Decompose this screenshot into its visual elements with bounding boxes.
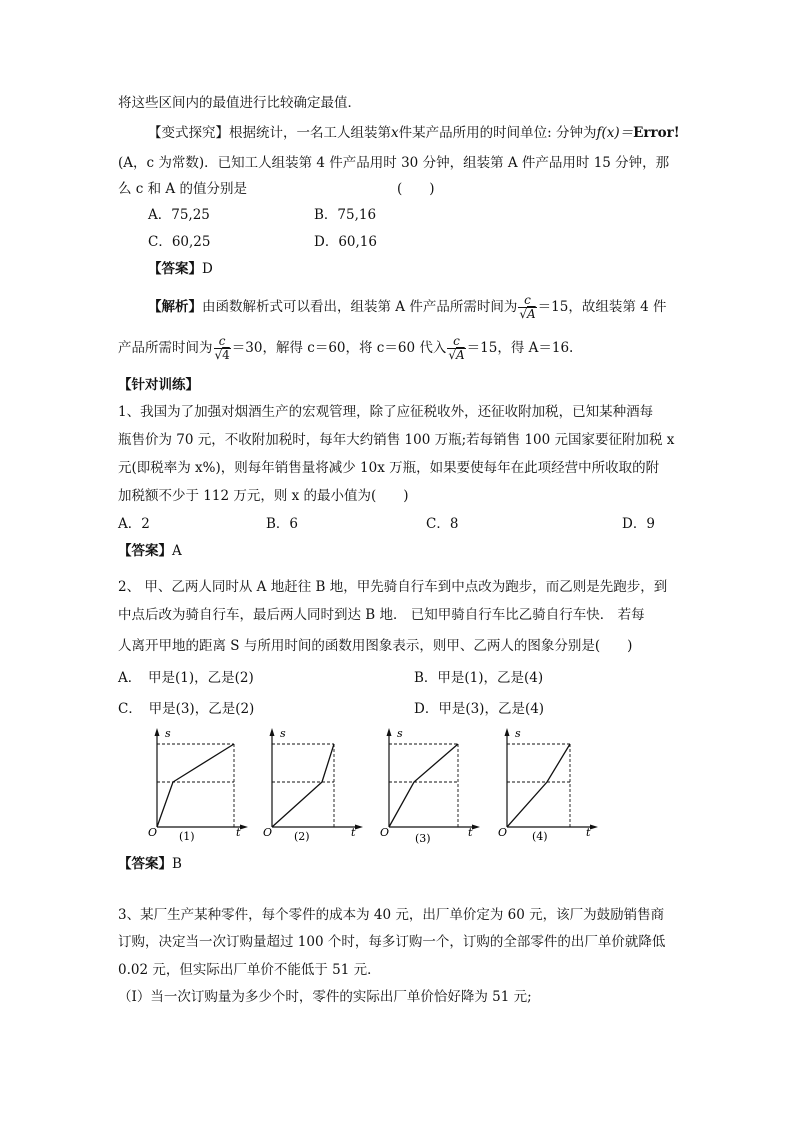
variant-error: Error! [633,125,680,141]
variant-text-3: 么 c 和 A 的值分别是 [118,181,247,197]
graph-2-label: (2) [294,830,310,843]
analysis-tag: 【解析】 [148,299,202,315]
q1-line-2: 瓶售价为 70 元，不收附加税时，每年大约销售 100 万瓶;若每销售 100 元国家要征附加税 x [118,432,675,448]
graph-4-axis-s: s [515,727,521,740]
variant-option-a: A．75,25 [148,207,210,223]
graph-3-axis-t: t [468,826,473,839]
analysis-text-2a: 产品所需时间为 [118,340,213,356]
q1-answer [118,542,182,560]
q1-option-b: B．6 [266,516,299,532]
graph-3 [380,727,480,845]
q1-option-a: A．2 [118,516,150,532]
q3-line-1: 3、某厂生产某种零件，每个零件的成本为 40 元，出厂单价定为 60 元，该厂为鼓励销售商 [118,907,665,923]
graph-1-label: (1) [179,830,195,843]
graph-4-label: (4) [532,830,548,843]
variant-analysis-line-2 [118,331,573,365]
variant-paren: ( ) [396,181,435,197]
variant-answer-tag: 【答案】 [148,261,202,277]
q2-line-1: 2、 甲、乙两人同时从 A 地赶往 B 地，甲先骑自行车到中点改为跑步，而乙则是先跑步，到 [118,579,668,595]
q2-answer-tag: 【答案】 [118,856,172,872]
graph-1-axis-s: s [165,727,171,740]
graph-3-axis-s: s [397,727,403,740]
graph-1-origin: O [148,826,158,839]
graph-2-origin: O [263,826,273,839]
variant-analysis-line-1 [148,290,667,324]
variant-line-1: 【变式探究】根据统计，一名工人组装第x件某产品所用的时间单位: 分钟为f(x)＝Error! [148,125,680,141]
section-title: 【针对训练】 [118,377,199,393]
q1-line-3: 元(即税率为 x%)，则每年销售量将减少 10x 万瓶，如果要使每年在此项经营中所收取的附 [118,460,660,476]
q2-option-b: B．甲是(1)，乙是(4) [414,670,544,686]
q3-line-3: 0.02 元，但实际出厂单价不能低于 51 元． [118,962,381,978]
graph-4 [498,727,598,843]
analysis-text-1b: ＝15，故组装第 4 件 [537,299,667,315]
graph-1-curve [157,744,234,827]
graph-4-axis-t: t [586,826,591,839]
variant-tag: 【变式探究】 [148,125,229,141]
graph-4-origin: O [498,826,508,839]
analysis-text-1a: 由函数解析式可以看出，组装第 A 件产品所需时间为 [202,299,518,315]
graph-3-origin: O [380,826,390,839]
variant-line-3 [118,180,435,198]
fraction-c-over-sqrtA-2: $\frac{c}{√A}$ [448,334,465,362]
q1-line-4: 加税额不少于 112 万元，则 x 的最小值为( ) [118,488,409,504]
analysis-text-2c: ＝15，得 A＝16. [466,340,574,356]
fraction-c-over-sqrtA: $\frac{c}{√A}$ [519,293,536,321]
graph-3-curve [389,744,458,827]
graph-2-curve [272,744,334,827]
q2-answer-value: B [172,856,182,872]
intro-line: 将这些区间内的最值进行比较确定最值． [118,95,361,111]
analysis-text-2b: ＝30，解得 c＝60，将 c＝60 代入 [231,340,447,356]
q2-option-a: A． 甲是(1)，乙是(2) [118,670,254,686]
graph-2-axis-t: t [351,826,356,839]
variant-answer-value: D [202,261,213,277]
fraction-c-over-sqrt4: $\frac{c}{√4}$ [214,334,230,362]
variant-function: f(x)＝ [596,125,634,141]
q3-line-4: （Ⅰ）当一次订购量为多少个时，零件的实际出厂单价恰好降为 51 元; [118,989,532,1005]
variant-answer [148,260,213,278]
variant-line-2: (A，c 为常数)．已知工人组装第 4 件产品用时 30 分钟，组装第 A 件产品用时 15 分钟，那 [118,155,670,171]
q2-option-d: D．甲是(3)，乙是(4) [414,701,545,717]
variant-option-d: D．60,16 [314,234,377,250]
q2-graphs [140,724,610,850]
q2-option-c: C． 甲是(3)，乙是(2) [118,701,255,717]
variant-option-c: C．60,25 [148,234,211,250]
q3-line-2: 订购，决定当一次订购量超过 100 个时，每多订购一个，订购的全部零件的出厂单价就降低 [118,934,666,950]
graph-3-label: (3) [415,832,431,845]
q2-line-3: 人离开甲地的距离 S 与所用时间的函数用图象表示，则甲、乙两人的图象分别是( ) [118,638,633,654]
variant-option-b: B．75,16 [314,207,377,223]
q1-answer-value: A [172,543,182,559]
graph-4-curve [507,744,570,827]
graph-2 [263,727,363,843]
q2-line-2: 中点后改为骑自行车，最后两人同时到达 B 地． 已知甲骑自行车比乙骑自行车快． 若每 [118,607,645,623]
q1-option-c: C．8 [426,516,459,532]
q1-option-d: D．9 [622,516,655,532]
graph-1 [148,727,248,843]
variant-text-1b: 件某产品所用的时间单位: 分钟为 [398,125,597,141]
graph-2-axis-s: s [280,727,286,740]
graph-1-axis-t: t [236,826,241,839]
q1-answer-tag: 【答案】 [118,543,172,559]
variant-text-1a: 根据统计，一名工人组装第 [229,125,391,141]
q2-answer [118,855,182,873]
q1-line-1: 1、我国为了加强对烟酒生产的宏观管理，除了应征税收外，还征收附加税，已知某种酒每 [118,404,654,420]
